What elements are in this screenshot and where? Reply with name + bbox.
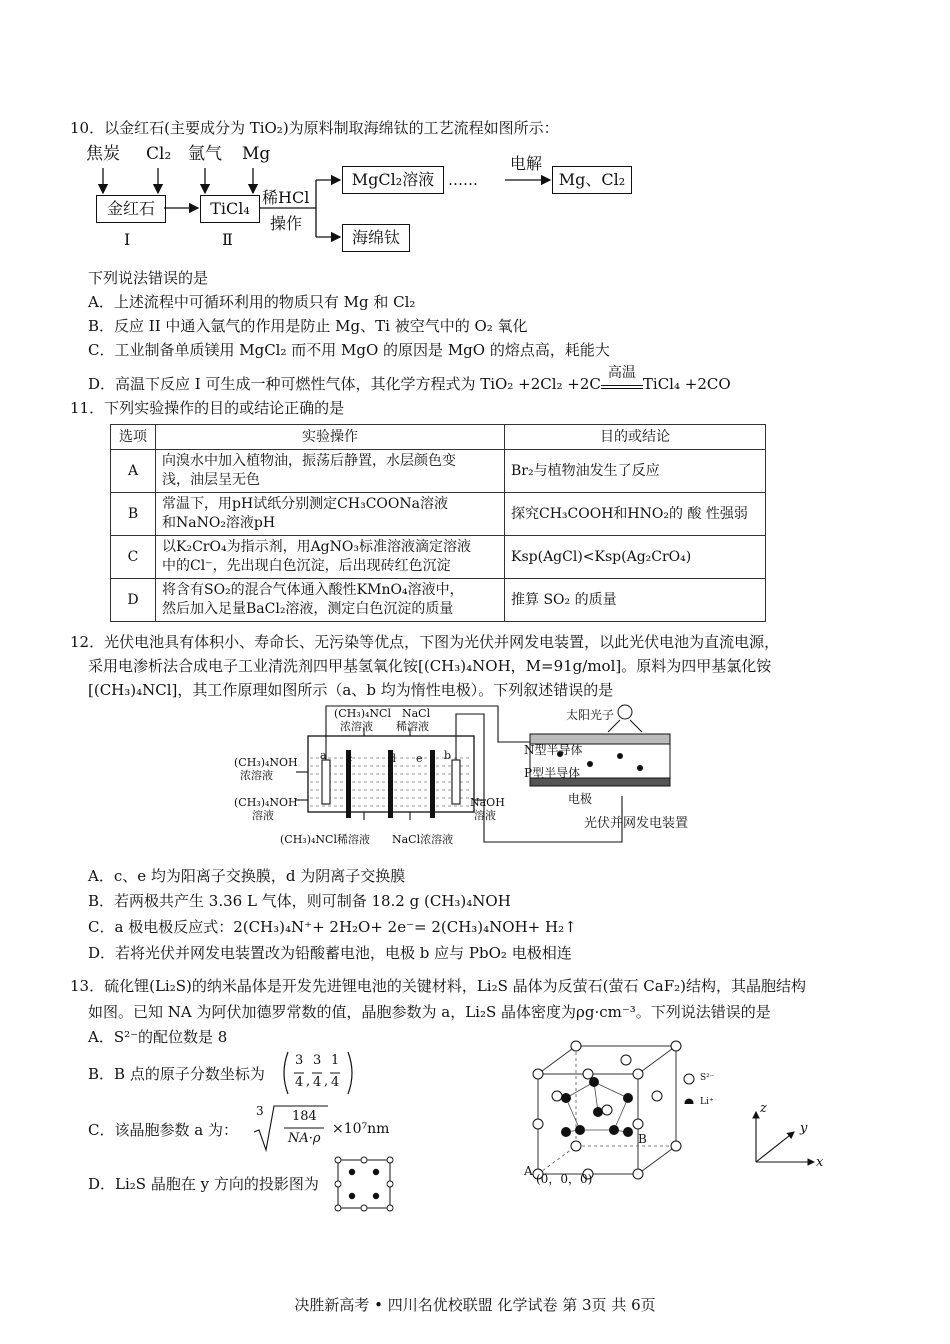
q13-stem-line-2: 如图。已知 NA 为阿伏加德罗常数的值，晶胞参数为 a，Li₂S 晶体密度为ρg·cm⁻³。下列说法错误的是: [88, 1003, 771, 1021]
row-conclusion: Br₂与植物油发生了反应: [505, 450, 766, 493]
frac-3-den: 4: [331, 1075, 340, 1090]
table-row: [111, 579, 766, 622]
flow-box-mgcl2: MgCl₂溶液: [342, 166, 444, 194]
top-label-1b: 浓溶液: [340, 720, 373, 733]
label-membrane-e: e: [416, 752, 423, 765]
operation-line-2: 和NaNO₂溶液pH: [162, 515, 276, 531]
flow-box-ticl4: TiCl₄: [200, 195, 260, 223]
label-electrode: 电极: [568, 792, 593, 806]
flow-input-coke: 焦炭: [86, 144, 120, 164]
label-sunlight: 太阳光子: [566, 708, 615, 722]
row-operation: [156, 579, 505, 622]
table-row: [111, 450, 766, 493]
label-n-type: N型半导体: [524, 743, 583, 757]
q10-option-b: B．反应 II 中通入氩气的作用是防止 Mg、Ti 被空气中的 O₂ 氧化: [88, 317, 528, 335]
operation-line-1: 将含有SO₂的混合气体通入酸性KMnO₄溶液中，: [162, 582, 464, 598]
q12-option-b: B．若两极共产生 3.36 L 气体，则可制备 18.2 g (CH₃)₄NOH: [88, 892, 511, 910]
left-label-2a: (CH₃)₄NOH: [234, 796, 298, 809]
flow-label-hcl: 稀HCl: [262, 188, 310, 207]
row-conclusion: Ksp(AgCl)<Ksp(Ag₂CrO₄): [505, 536, 766, 579]
axis-z-label: z: [760, 1101, 767, 1116]
header-option: 选项: [111, 425, 156, 450]
table-row: [111, 536, 766, 579]
point-a-coordinate: (0，0，0): [536, 1172, 593, 1186]
flow-label-dots: ……: [448, 171, 478, 189]
sun-icon: [618, 705, 632, 719]
q10-option-d: [88, 365, 731, 394]
right-label-1a: NaOH: [470, 796, 505, 809]
q10-equals-sign: [601, 385, 643, 389]
diagram-caption: 光伏并网发电装置: [584, 816, 689, 831]
row-operation: [156, 450, 505, 493]
legend-li-label: Li⁺: [700, 1097, 714, 1107]
q13-stem-line-1: 13．硫化锂(Li₂S)的纳米晶体是开发先进锂电池的关键材料，Li₂S 晶体为反萤石(萤石 CaF₂)结构，其晶胞结构: [70, 977, 806, 995]
row-option: B: [111, 493, 156, 536]
frac-3-num: 1: [331, 1053, 340, 1068]
point-b-label: B: [638, 1132, 647, 1146]
frac-1-den: 4: [295, 1075, 304, 1090]
flow-input-cl2: Cl₂: [146, 144, 172, 164]
flow-label-electrolysis: 电解: [510, 154, 543, 173]
axis-x-label: x: [816, 1155, 824, 1170]
page-footer: 决胜新高考 • 四川名优校联盟 化学试卷 第 3页 共 6页: [294, 1296, 656, 1314]
projection-diagram: [332, 1156, 398, 1212]
q12-option-d: D．若将光伏并网发电装置改为铅酸蓄电池，电极 b 应与 PbO₂ 电极相连: [88, 944, 572, 962]
q10-option-d-right: TiCl₄ +2CO: [642, 375, 731, 393]
q10-condition-text: 高温: [607, 365, 636, 381]
frac-1-num: 3: [295, 1053, 304, 1068]
header-operation: 实验操作: [156, 425, 505, 450]
flow-input-argon: 氩气: [188, 144, 222, 164]
operation-line-2: 然后加入足量BaCl₂溶液，测定白色沉淀的质量: [162, 601, 454, 617]
flow-label-operation: 操作: [270, 214, 303, 233]
axis-y-label: y: [800, 1121, 808, 1136]
bottom-label-1: (CH₃)₄NCl稀溶液: [280, 833, 370, 846]
label-membrane-c: c: [346, 752, 353, 765]
q10-stem: 10．以金红石(主要成分为 TiO₂)为原料制取海绵钛的工艺流程如图所示：: [70, 119, 559, 137]
q13-option-a: A．S²⁻的配位数是 8: [88, 1028, 228, 1046]
q13-option-c: C．该晶胞参数 a 为：: [88, 1121, 238, 1139]
row-option: A: [111, 450, 156, 493]
left-label-2b: 溶液: [252, 809, 274, 822]
left-label-1a: (CH₃)₄NOH: [234, 756, 298, 769]
q12-option-a: A．c、e 均为阳离子交换膜，d 为阴离子交换膜: [88, 867, 406, 885]
frac-2-den: 4: [313, 1075, 322, 1090]
table-header-row: [111, 425, 766, 450]
q11-stem: 11．下列实验操作的目的或结论正确的是: [70, 399, 345, 417]
row-option: C: [111, 536, 156, 579]
header-conclusion: 目的或结论: [505, 425, 766, 450]
top-label-2b: 稀溶液: [396, 720, 429, 733]
flow-roman-1: Ⅰ: [124, 230, 131, 249]
crystal-cell-diagram: [520, 1040, 690, 1190]
right-label-1b: 溶液: [474, 809, 496, 822]
legend-s-marker: [684, 1074, 694, 1084]
point-a-label: A: [524, 1164, 533, 1178]
q10-option-d-condition: [601, 365, 643, 389]
legend-s-label: S²⁻: [700, 1073, 715, 1083]
electrode-a: [322, 760, 330, 804]
formula-unit: ×10⁷nm: [332, 1121, 390, 1137]
row-conclusion: 探究CH₃COOH和HNO₂的 酸 性强弱: [505, 493, 766, 536]
root-index: 3: [256, 1104, 264, 1118]
operation-line-2: 中的Cl⁻，先出现白色沉淀，后出现砖红色沉淀: [162, 558, 451, 574]
q13-option-b: B．B 点的原子分数坐标为: [88, 1065, 265, 1083]
left-label-1b: 浓溶液: [240, 769, 273, 782]
row-option: D: [111, 579, 156, 622]
flow-box-rutile: 金红石: [96, 195, 166, 223]
legend-markers: [682, 1070, 696, 1104]
label-electrode-b: b: [444, 749, 452, 762]
q11-table: [110, 424, 766, 622]
top-label-1a: (CH₃)₄NCl: [334, 707, 391, 720]
operation-line-1: 常温下，用pH试纸分别测定CH₃COONa溶液: [162, 496, 448, 512]
frac-2-num: 3: [313, 1053, 322, 1068]
operation-line-1: 以K₂CrO₄为指示剂，用AgNO₃标准溶液滴定溶液: [162, 539, 471, 555]
q10-option-a: A．上述流程中可循环利用的物质只有 Mg 和 Cl₂: [88, 293, 416, 311]
bottom-label-2: NaCl浓溶液: [392, 833, 454, 846]
flow-box-sponge-ti: 海绵钛: [342, 224, 410, 252]
q12-stem-line-1: 12．光伏电池具有体积小、寿命长、无污染等优点，下图为光伏并网发电装置，以此光伏电池为直流电源，: [70, 633, 780, 651]
formula-numerator: 184: [292, 1109, 317, 1124]
q10-option-c: C．工业制备单质镁用 MgCl₂ 而不用 MgO 的原因是 MgO 的熔点高，耗能大: [88, 341, 610, 359]
q13-option-d: D．Li₂S 晶胞在 y 方向的投影图为: [88, 1175, 319, 1193]
row-operation: [156, 493, 505, 536]
label-electrode-a: a: [320, 749, 327, 762]
formula-denominator: NA·ρ: [288, 1131, 321, 1146]
label-p-type: P型半导体: [524, 766, 581, 780]
flow-roman-2: Ⅱ: [222, 230, 233, 249]
operation-line-1: 向溴水中加入植物油，振荡后静置，水层颜色变: [162, 453, 456, 469]
flow-input-mg: Mg: [242, 144, 271, 164]
legend-li-marker: [685, 1099, 694, 1105]
comma-1: ,: [306, 1074, 311, 1089]
q10-prompt: 下列说法错误的是: [88, 269, 209, 287]
electrode-b: [452, 760, 460, 804]
label-membrane-d: d: [389, 752, 397, 765]
row-operation: [156, 536, 505, 579]
table-row: [111, 493, 766, 536]
membrane-e: [430, 750, 435, 818]
q12-option-c: C．a 极电极反应式：2(CH₃)₄N⁺+ 2H₂O+ 2e⁻= 2(CH₃)₄NOH+ H₂↑: [88, 918, 577, 936]
comma-2: ,: [324, 1074, 329, 1089]
q12-stem-line-3: [(CH₃)₄NCl]，其工作原理如图所示（a、b 均为惰性电极）。下列叙述错误的是: [88, 681, 614, 699]
flow-box-mg-cl2: Mg、Cl₂: [552, 166, 632, 194]
y-axis: [756, 1132, 794, 1162]
operation-line-2: 浅，油层呈无色: [162, 472, 260, 488]
q12-stem-line-2: 采用电渗析法合成电子工业清洗剂四甲基氢氧化铵[(CH₃)₄NOH，M=91g/mol]。原料为四甲基氯化铵: [88, 657, 772, 675]
row-conclusion: 推算 SO₂ 的质量: [505, 579, 766, 622]
q10-option-d-left: D．高温下反应 I 可生成一种可燃性气体，其化学方程式为 TiO₂ +2Cl₂ +2C: [88, 375, 601, 393]
top-label-2a: NaCl: [402, 707, 431, 720]
